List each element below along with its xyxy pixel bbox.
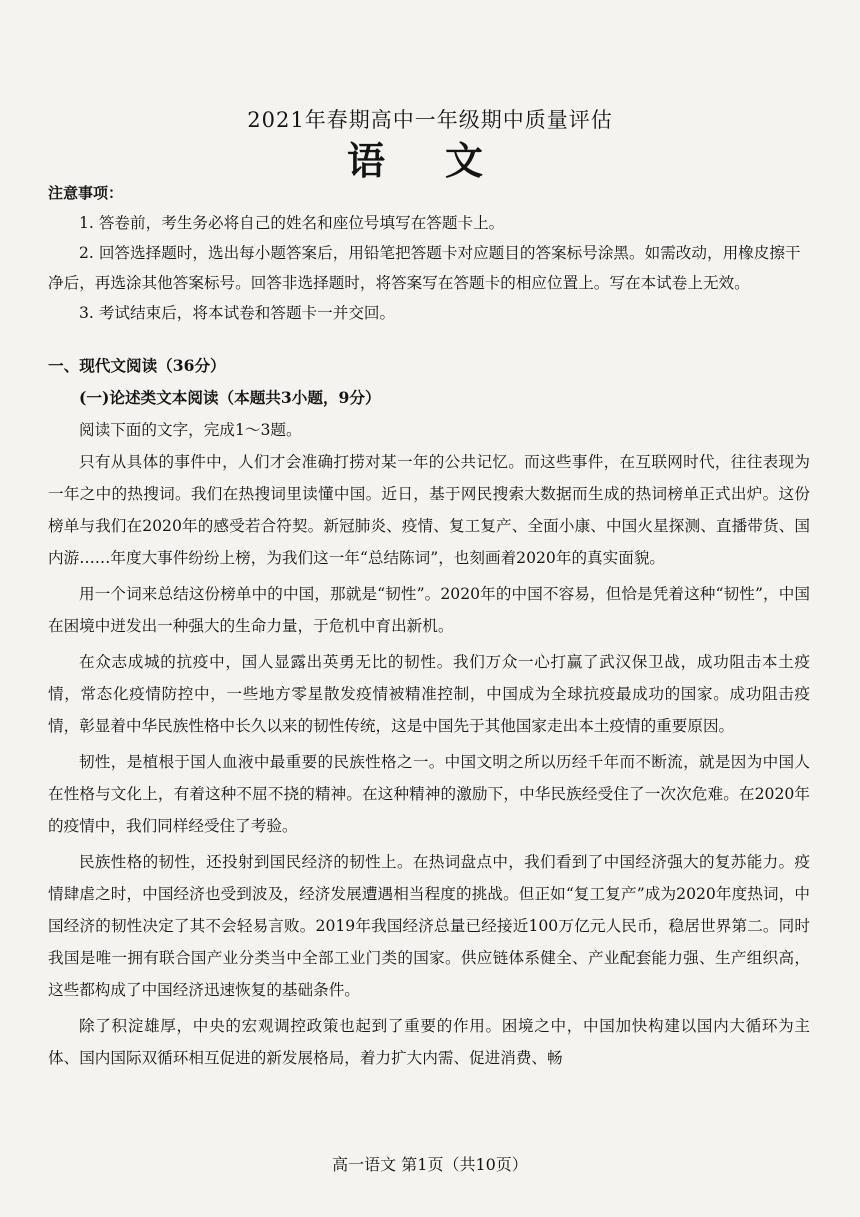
passage-paragraph: 民族性格的韧性，还投射到国民经济的韧性上。在热词盘点中，我们看到了中国经济强大的复苏能力。疫情肆虐之时，中国经济也受到波及，经济发展遭遇相当程度的挑战。但正如“复工复产”成为2020年度热词，中国经济的韧性决定了其不会轻易言败。2019年我国经济总量已经接近100万亿元人民币，稳居世界第二。同时我国是唯一拥有联合国产业分类当中全部工业门类的国家。供应链体系健全、产业配套能力强、生产组织高，这些都构成了中国经济迅速恢复的基础条件。 [48, 853, 810, 999]
notice-block [48, 178, 810, 328]
passage-paragraph: 韧性，是植根于国人血液中最重要的民族性格之一。中国文明之所以历经千年而不断流，就是因为中国人在性格与文化上，有着这种不屈不挠的精神。在这种精神的激励下，中华民族经受住了一次次危难。在2020年的疫情中，我们同样经受住了考验。 [48, 753, 810, 835]
exam-title: 2021年春期高中一年级期中质量评估 [247, 108, 613, 132]
passage-paragraph: 用一个词来总结这份榜单中的中国，那就是“韧性”。2020年的中国不容易，但恰是凭着这种“韧性”，中国在困境中迸发出一种强大的生命力量，于危机中育出新机。 [48, 585, 810, 635]
notice-item: 3. 考试结束后，将本试卷和答题卡一并交回。 [79, 304, 396, 322]
subject-title: 语文 [346, 138, 543, 183]
reading-passage [48, 446, 810, 1074]
notice-heading: 注意事项： [48, 184, 124, 202]
passage-paragraph: 在众志成城的抗疫中，国人显露出英勇无比的韧性。我们万众一心打赢了武汉保卫战，成功阻击本土疫情，常态化疫情防控中，一些地方零星散发疫情被精准控制，中国成为全球抗疫最成功的国家。成功阻击疫情，彰显着中华民族性格中长久以来的韧性传统，这是中国先于其他国家走出本土疫情的重要原因。 [48, 653, 810, 735]
passage-paragraph: 只有从具体的事件中，人们才会准确打捞对某一年的公共记忆。而这些事件，在互联网时代，往往表现为一年之中的热搜词。我们在热搜词里读懂中国。近日，基于网民搜索大数据而生成的热词榜单正式出炉。这份榜单与我们在2020年的感受若合符契。新冠肺炎、疫情、复工复产、全面小康、中国火星探测、直播带货、国内游……年度大事件纷纷上榜，为我们这一年“总结陈词”，也刻画着2020年的真实面貌。 [48, 453, 810, 567]
notice-item: 2. 回答选择题时，选出每小题答案后，用铅笔把答题卡对应题目的答案标号涂黑。如需改动，用橡皮擦干净后，再选涂其他答案标号。回答非选择题时，将答案写在答题卡的相应位置上。写在本试卷上无效。 [48, 244, 801, 292]
page-footer: 高一语文 第1页（共10页） [332, 1155, 528, 1174]
passage-paragraph: 除了积淀雄厚，中央的宏观调控政策也起到了重要的作用。困境之中，中国加快构建以国内大循环为主体、国内国际双循环相互促进的新发展格局，着力扩大内需、促进消费、畅 [48, 1017, 810, 1067]
section-heading: 一、现代文阅读（36分） [48, 356, 226, 375]
exam-content [48, 178, 810, 1074]
reading-instruction: 阅读下面的文字，完成1～3题。 [79, 421, 302, 439]
notice-item: 1. 答卷前，考生务必将自己的姓名和座位号填写在答题卡上。 [79, 214, 505, 232]
subsection-heading: (一)论述类文本阅读（本题共3小题，9分） [79, 388, 381, 407]
